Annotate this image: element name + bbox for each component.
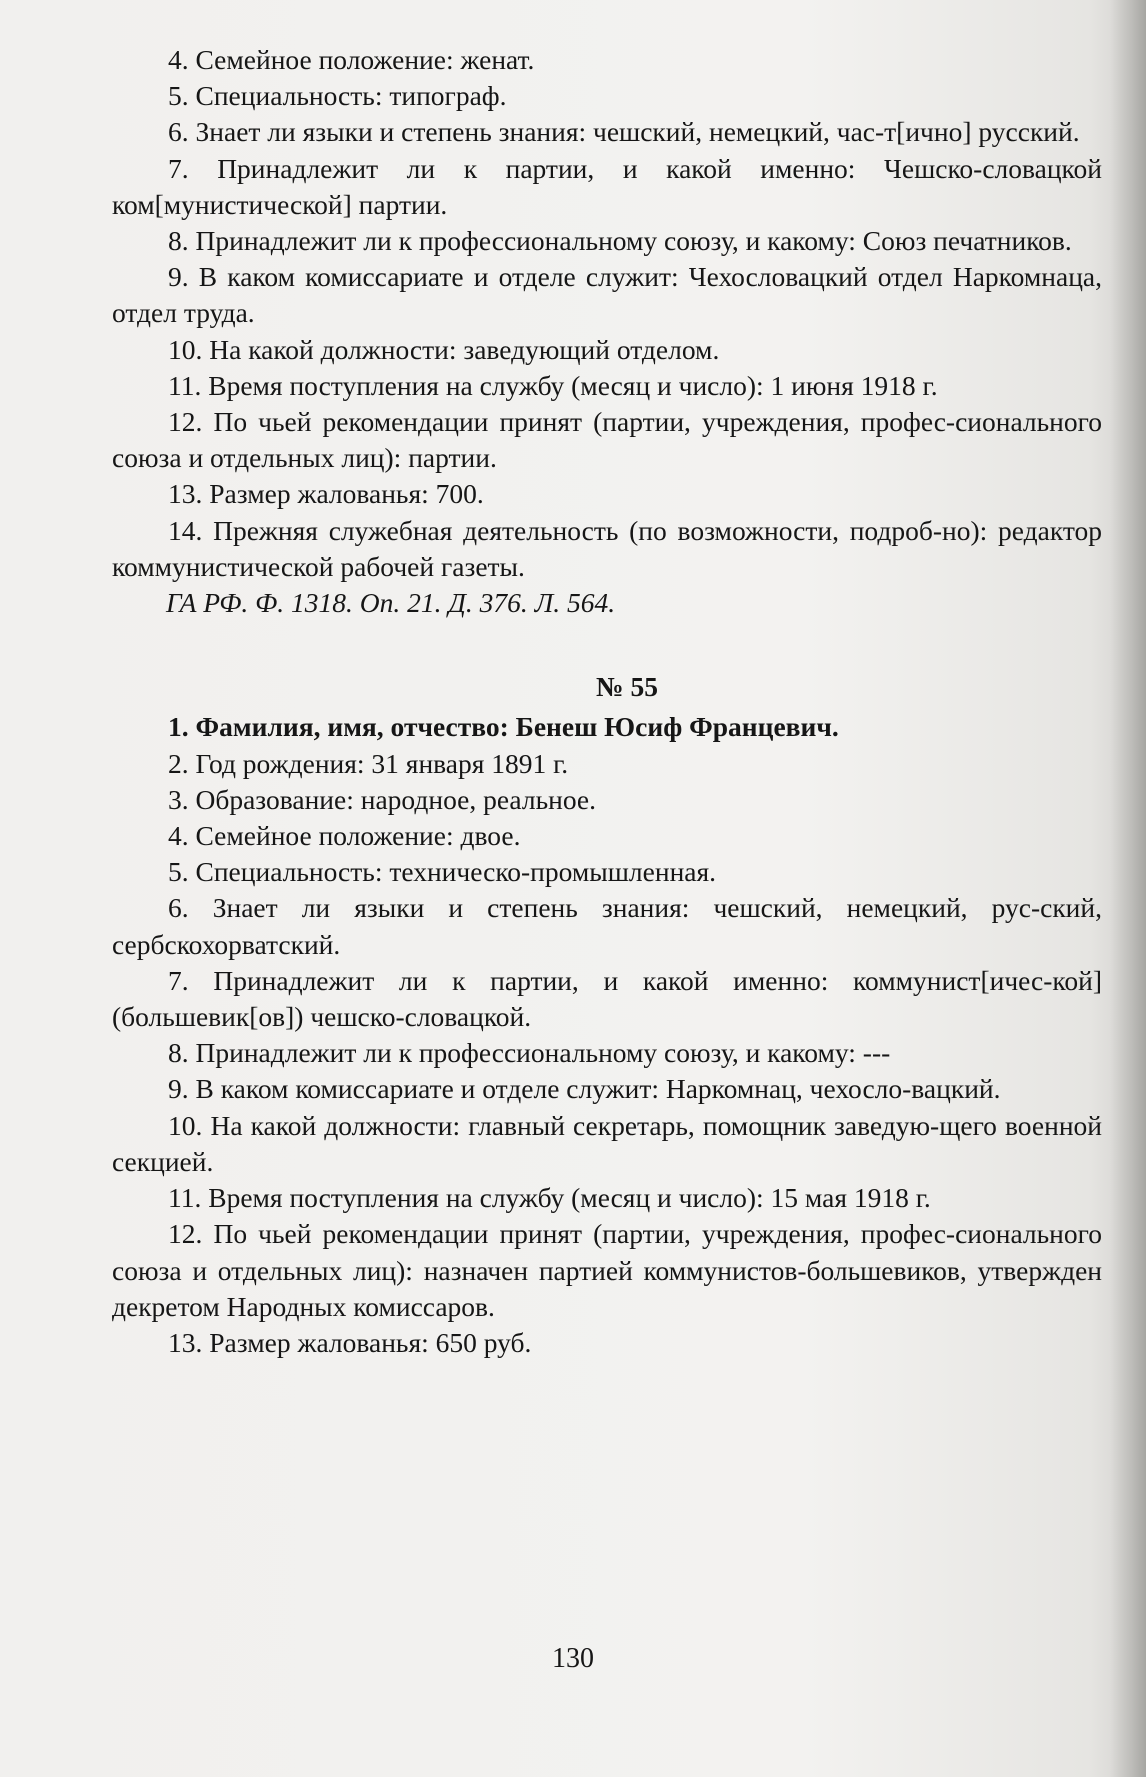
item-5-specialty: 5. Специальность: типограф. — [168, 80, 507, 112]
item-9-commissariat: 9. В каком комиссариате и отделе служит: Чехословацкий отдел Наркомнаца, отдел труда. — [112, 261, 1102, 329]
item-4-marital: 4. Семейное положение: двое. — [168, 820, 521, 852]
page-text — [112, 42, 1102, 1361]
item-7-party: 7. Принадлежит ли к партии, и какой именно: Чешско-словацкой ком[мунистической] партии. — [112, 152, 1102, 220]
item-2-birth-date: 2. Год рождения: 31 января 1891 г. — [168, 747, 569, 779]
archive-citation: ГА РФ. Ф. 1318. Оп. 21. Д. 376. Л. 564. — [166, 587, 616, 619]
item-10-position: 10. На какой должности: заведующий отделом. — [168, 333, 720, 365]
item-11-start-date: 11. Время поступления на службу (месяц и число): 15 мая 1918 г. — [168, 1182, 931, 1214]
item-5-specialty: 5. Специальность: техническо-промышленная. — [168, 856, 717, 888]
item-8-union: 8. Принадлежит ли к профессиональному союзу, и какому: Союз печатников. — [168, 225, 1072, 257]
item-12-recommendation: 12. По чьей рекомендации принят (партии, учреждения, профес-сионального союза и отдельных лиц): партии. — [112, 406, 1102, 474]
page-number: 130 — [552, 1643, 594, 1674]
item-13-salary: 13. Размер жалованья: 650 руб. — [168, 1326, 532, 1358]
item-3-education: 3. Образование: народное, реальное. — [168, 783, 597, 815]
item-12-recommendation: 12. По чьей рекомендации принят (партии, учреждения, профес-сионального союза и отдельных лиц): назначен партией коммунистов-большевиков, утвержден декретом Народных комиссаров. — [112, 1218, 1102, 1322]
item-13-salary: 13. Размер жалованья: 700. — [168, 478, 484, 510]
page-binding-shadow — [1110, 0, 1146, 1777]
item-9-commissariat: 9. В каком комиссариате и отделе служит: Наркомнац, чехосло-вацкий. — [168, 1073, 1001, 1105]
item-14-previous-work: 14. Прежняя служебная деятельность (по возможности, подроб-но): редактор коммунистической рабочей газеты. — [112, 514, 1102, 582]
item-8-union: 8. Принадлежит ли к профессиональному союзу, и какому: --- — [168, 1037, 891, 1069]
item-10-position: 10. На какой должности: главный секретарь, помощник заведую-щего военной секцией. — [112, 1109, 1102, 1177]
item-6-languages: 6. Знает ли языки и степень знания: чешский, немецкий, рус-ский, сербскохорватский. — [112, 892, 1102, 960]
item-6-languages: 6. Знает ли языки и степень знания: чешский, немецкий, час-т[ично] русский. — [168, 116, 1080, 148]
item-1-full-name: 1. Фамилия, имя, отчество: Бенеш Юсиф Францевич. — [168, 711, 839, 743]
item-7-party: 7. Принадлежит ли к партии, и какой именно: коммунист[ичес-кой] (большевик[ов]) чешско-словацкой. — [112, 964, 1102, 1033]
item-4-marital: 4. Семейное положение: женат. — [168, 44, 535, 75]
item-11-start-date: 11. Время поступления на службу (месяц и число): 1 июня 1918 г. — [168, 369, 938, 401]
section-heading-55: № 55 — [595, 671, 658, 703]
